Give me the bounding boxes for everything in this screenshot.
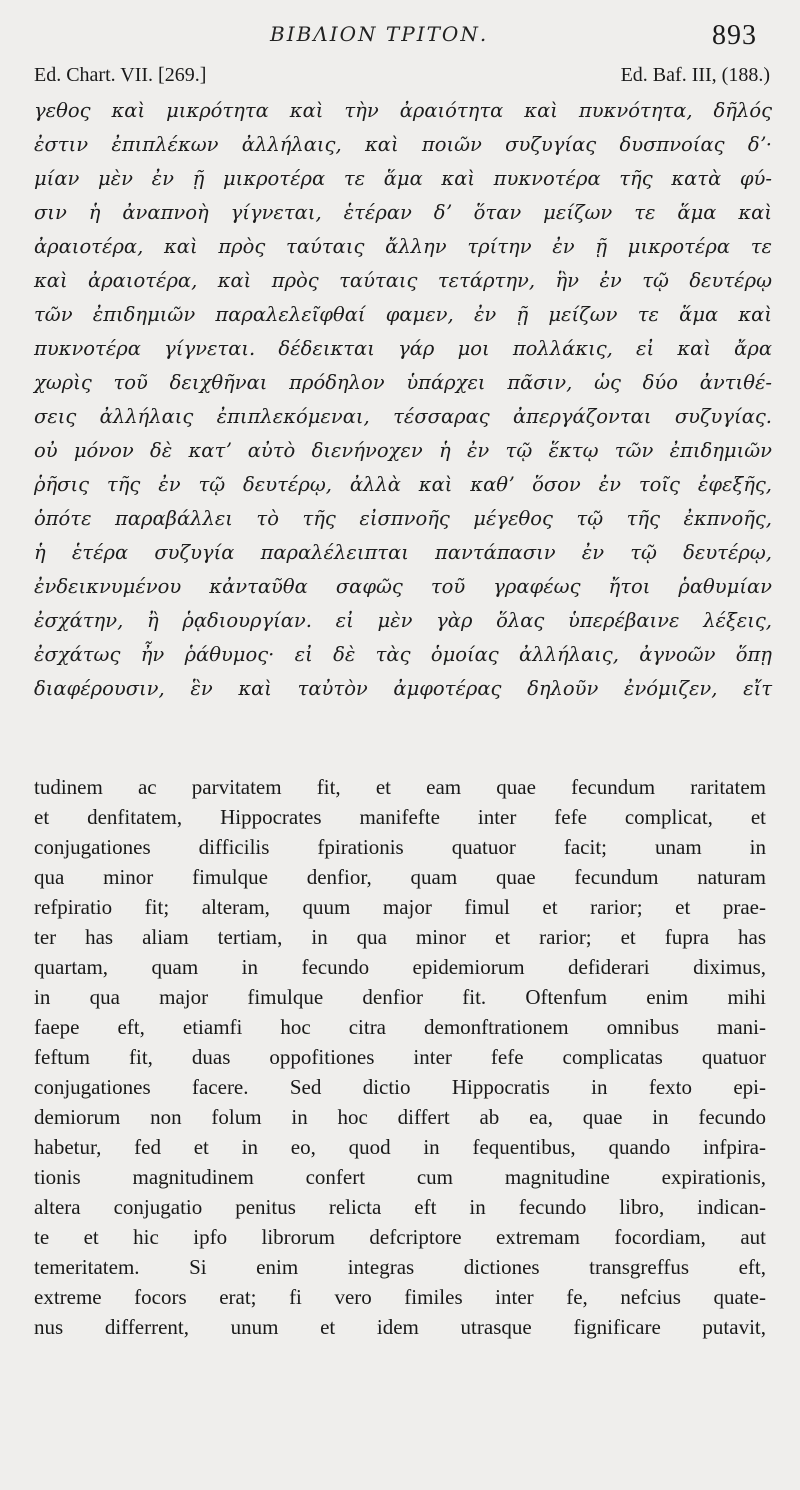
greek-text-line: οὐ μόνον δὲ κατʼ αὐτὸ διενήνοχεν ἡ ἐν τῷ ἕκτῳ τῶν ἐπιδημιῶν — [34, 439, 772, 462]
running-head — [0, 18, 800, 58]
greek-text-line: ἐνδεικνυμένου κἀνταῦθα σαφῶς τοῦ γραφέως ἤτοι ῥαθυμίαν — [34, 575, 772, 598]
latin-text-block — [34, 772, 766, 1342]
latin-text-line: habetur, fed et in eo, quod in fequentibus, quando infpira- — [34, 1135, 766, 1159]
page-number: 893 — [712, 20, 757, 51]
latin-text-line: tionis magnitudinem confert cum magnitudine expirationis, — [34, 1165, 766, 1189]
latin-text-line: nus differrent, unum et idem utrasque fignificare putavit, — [34, 1315, 766, 1339]
latin-text-line: faepe eft, etiamfi hoc citra demonftrationem omnibus mani- — [34, 1015, 766, 1039]
greek-text-line: τῶν ἐπιδημιῶν παραλελεῖφθαί φαμεν, ἐν ῇ μείζων τε ἅμα καὶ — [34, 303, 772, 326]
greek-text-line: ἐσχάτως ἦν ῥάθυμος· εἰ δὲ τὰς ὁμοίας ἀλλήλαις, ἀγνοῶν ὅπῃ — [34, 643, 772, 666]
greek-text-line: γεθος καὶ μικρότητα καὶ τὴν ἀραιότητα καὶ πυκνότητα, δῆλός — [34, 99, 772, 122]
greek-text-line: καὶ ἀραιοτέρα, καὶ πρὸς ταύταις τετάρτην, ἣν ἐν τῷ δευτέρῳ — [34, 269, 772, 292]
latin-text-line: demiorum non folum in hoc differt ab ea, quae in fecundo — [34, 1105, 766, 1129]
latin-text-line: in qua major fimulque denfior fit. Oftenfum enim mihi — [34, 985, 766, 1009]
greek-text-line: ἡ ἑτέρα συζυγία παραλέλειπται παντάπασιν ἐν τῷ δευτέρῳ, — [34, 541, 772, 564]
greek-text-line: διαφέρουσιν, ἓν καὶ ταὐτὸν ἀμφοτέρας δηλοῦν ἐνόμιζεν, εἴτ — [34, 677, 772, 700]
latin-text-line: refpiratio fit; alteram, quum major fimul et rarior; et prae- — [34, 895, 766, 919]
latin-text-line: conjugationes difficilis fpirationis quatuor facit; unam in — [34, 835, 766, 859]
greek-text-line: ἐστιν ἐπιπλέκων ἀλλήλαις, καὶ ποιῶν συζυγίας δυσπνοίας δʼ· — [34, 133, 772, 156]
latin-text-line: qua minor fimulque denfior, quam quae fecundum naturam — [34, 865, 766, 889]
greek-text-line: μίαν μὲν ἐν ῇ μικροτέρα τε ἅμα καὶ πυκνοτέρα τῆς κατὰ φύ- — [34, 167, 772, 190]
book-title: ΒΙΒΛΙΟΝ ΤΡΙΤΟΝ. — [270, 22, 489, 46]
greek-text-line: ῥῆσις τῆς ἐν τῷ δευτέρῳ, ἀλλὰ καὶ καθʼ ὅσον ἐν τοῖς ἐφεξῆς, — [34, 473, 772, 496]
greek-text-line: χωρὶς τοῦ δειχθῆναι πρόδηλον ὑπάρχει πᾶσιν, ὡς δύο ἀντιθέ- — [34, 371, 772, 394]
greek-text-line: πυκνοτέρα γίγνεται. δέδεικται γάρ μοι πολλάκις, εἰ καὶ ἄρα — [34, 337, 772, 360]
greek-text-line: ἐσχάτην, ἢ ῥᾳδιουργίαν. εἰ μὲν γὰρ ὅλας ὑπερέβαινε λέξεις, — [34, 609, 772, 632]
latin-text-line: feftum fit, duas oppofitiones inter fefe complicatas quatuor — [34, 1045, 766, 1069]
latin-text-line: quartam, quam in fecundo epidemiorum defiderari diximus, — [34, 955, 766, 979]
greek-text-block — [34, 94, 772, 706]
edition-reference-left: Ed. Chart. VII. [269.] — [34, 64, 207, 86]
greek-text-line: σεις ἀλλήλαις ἐπιπλεκόμεναι, τέσσαρας ἀπεργάζονται συζυγίας. — [34, 405, 772, 428]
greek-text-line: σιν ἡ ἀναπνοὴ γίγνεται, ἑτέραν δʼ ὅταν μείζων τε ἅμα καὶ — [34, 201, 772, 224]
greek-text-line: ὁπότε παραβάλλει τὸ τῆς εἰσπνοῆς μέγεθος τῷ τῆς ἐκπνοῆς, — [34, 507, 772, 530]
latin-text-line: ter has aliam tertiam, in qua minor et rarior; et fupra has — [34, 925, 766, 949]
latin-text-line: et denfitatem, Hippocrates manifefte inter fefe complicat, et — [34, 805, 766, 829]
latin-text-line: temeritatem. Si enim integras dictiones transgreffus eft, — [34, 1255, 766, 1279]
latin-text-line: conjugationes facere. Sed dictio Hippocratis in fexto epi- — [34, 1075, 766, 1099]
edition-reference-right: Ed. Baf. III, (188.) — [620, 64, 770, 86]
latin-text-line: te et hic ipfo librorum defcriptore extremam focordiam, aut — [34, 1225, 766, 1249]
greek-text-line: ἀραιοτέρα, καὶ πρὸς ταύταις ἄλλην τρίτην ἐν ῇ μικροτέρα τε — [34, 235, 772, 258]
latin-text-line: extreme focors erat; fi vero fimiles inter fe, nefcius quate- — [34, 1285, 766, 1309]
latin-text-line: tudinem ac parvitatem fit, et eam quae fecundum raritatem — [34, 775, 766, 799]
edition-reference-line — [34, 64, 770, 90]
latin-text-line: altera conjugatio penitus relicta eft in fecundo libro, indican- — [34, 1195, 766, 1219]
